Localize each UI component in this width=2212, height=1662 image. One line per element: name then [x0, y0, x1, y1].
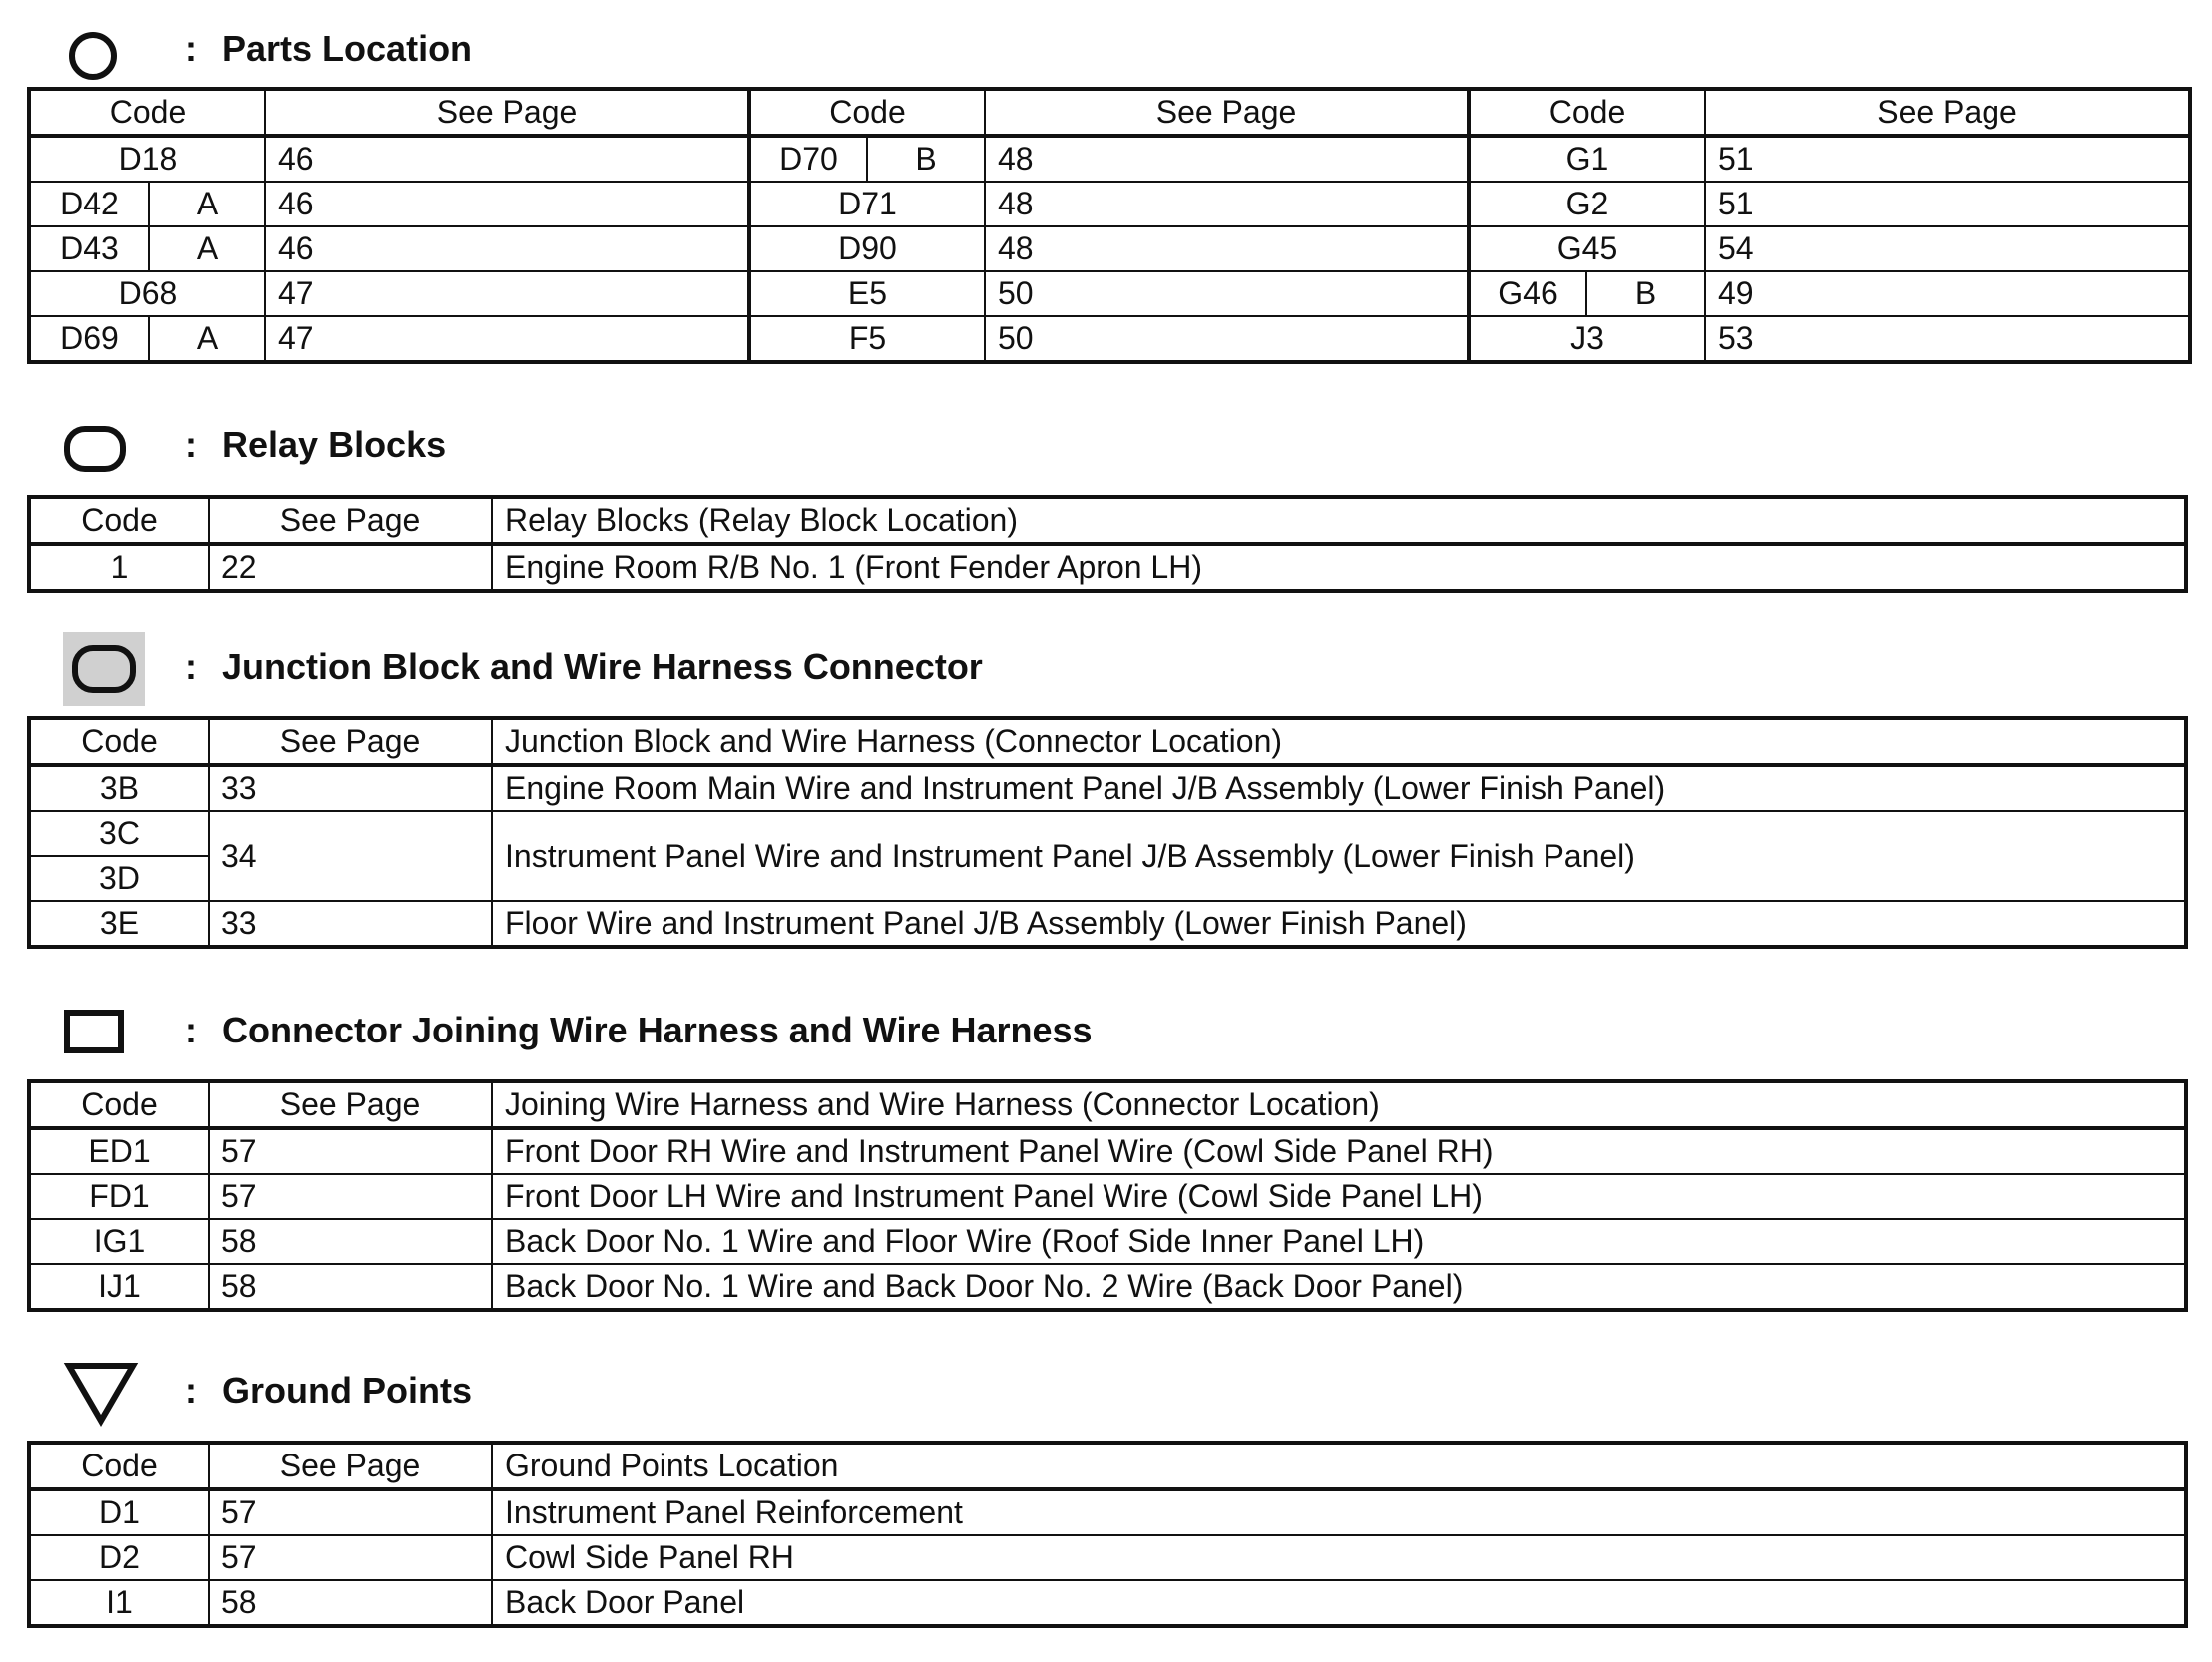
description-cell: Front Door RH Wire and Instrument Panel Wire (Cowl Side Panel RH) — [492, 1128, 2186, 1174]
page-cell: 46 — [265, 182, 749, 226]
ground-points-table — [27, 1441, 2188, 1628]
description-cell: Floor Wire and Instrument Panel J/B Assembly (Lower Finish Panel) — [492, 901, 2186, 947]
code-cell: D68 — [29, 271, 265, 316]
junction-block-table — [27, 716, 2188, 949]
description-cell: Back Door No. 1 Wire and Back Door No. 2 Wire (Back Door Panel) — [492, 1264, 2186, 1310]
page-cell: 58 — [209, 1219, 492, 1264]
description-cell: Instrument Panel Wire and Instrument Panel J/B Assembly (Lower Finish Panel) — [492, 811, 2186, 901]
code-cell: G1 — [1469, 136, 1705, 182]
code-cell: G45 — [1469, 226, 1705, 271]
parts-location-heading — [27, 12, 2188, 88]
page-cell: 48 — [985, 226, 1469, 271]
code-cell: FD1 — [29, 1174, 209, 1219]
table-row — [29, 316, 2190, 362]
page-cell: 46 — [265, 226, 749, 271]
code-cell: I1 — [29, 1580, 209, 1626]
table-row — [29, 1535, 2186, 1580]
column-header: Joining Wire Harness and Wire Harness (Connector Location) — [492, 1081, 2186, 1128]
ground-points-heading — [27, 1357, 2188, 1433]
code-cell: G46 — [1469, 271, 1586, 316]
column-header: Code — [1469, 89, 1705, 136]
code-cell: IG1 — [29, 1219, 209, 1264]
connector-sub-cell: B — [1586, 271, 1705, 316]
code-cell: F5 — [749, 316, 985, 362]
heading-colon: : — [185, 1370, 197, 1411]
page-cell: 33 — [209, 901, 492, 947]
page-cell: 57 — [209, 1174, 492, 1219]
page-cell: 49 — [1705, 271, 2190, 316]
code-cell: J3 — [1469, 316, 1705, 362]
code-cell: D42 — [29, 182, 149, 226]
table-row — [29, 1219, 2186, 1264]
connector-sub-cell: A — [149, 182, 265, 226]
table-header-row — [29, 718, 2186, 765]
code-cell: 3B — [29, 765, 209, 811]
description-cell: Cowl Side Panel RH — [492, 1535, 2186, 1580]
table-row — [29, 182, 2190, 226]
column-header: See Page — [209, 718, 492, 765]
table-row — [29, 1489, 2186, 1535]
table-row — [29, 544, 2186, 591]
code-cell: 3D — [29, 856, 209, 901]
connector-joining-table — [27, 1079, 2188, 1312]
page-cell: 51 — [1705, 182, 2190, 226]
column-header: Relay Blocks (Relay Block Location) — [492, 497, 2186, 544]
column-header: Code — [29, 1443, 209, 1489]
junction-block-heading — [27, 630, 2188, 706]
rounded-rectangle-icon — [63, 423, 129, 475]
description-cell: Back Door No. 1 Wire and Floor Wire (Roof Side Inner Panel LH) — [492, 1219, 2186, 1264]
circle-icon — [63, 26, 123, 86]
table-header-row — [29, 1443, 2186, 1489]
column-header: Code — [29, 497, 209, 544]
column-header: Junction Block and Wire Harness (Connector Location) — [492, 718, 2186, 765]
table-header-row — [29, 1081, 2186, 1128]
heading-colon: : — [185, 1010, 197, 1050]
page-cell: 47 — [265, 271, 749, 316]
page-cell: 54 — [1705, 226, 2190, 271]
code-cell: G2 — [1469, 182, 1705, 226]
page-cell: 50 — [985, 316, 1469, 362]
description-cell: Front Door LH Wire and Instrument Panel Wire (Cowl Side Panel LH) — [492, 1174, 2186, 1219]
code-cell: D90 — [749, 226, 985, 271]
description-cell: Engine Room Main Wire and Instrument Panel J/B Assembly (Lower Finish Panel) — [492, 765, 2186, 811]
description-cell: Engine Room R/B No. 1 (Front Fender Apron LH) — [492, 544, 2186, 591]
heading-colon: : — [185, 646, 197, 687]
table-row — [29, 1174, 2186, 1219]
connector-joining-heading — [27, 998, 2188, 1073]
page-cell: 51 — [1705, 136, 2190, 182]
code-cell: 3C — [29, 811, 209, 856]
section-title: Connector Joining Wire Harness and Wire Harness — [222, 1010, 1093, 1050]
section-title: Parts Location — [222, 28, 473, 69]
description-cell: Back Door Panel — [492, 1580, 2186, 1626]
down-triangle-icon — [63, 1361, 139, 1427]
page-cell: 50 — [985, 271, 1469, 316]
page-cell: 34 — [209, 811, 492, 901]
code-cell: D69 — [29, 316, 149, 362]
section-title: Relay Blocks — [222, 424, 447, 465]
connector-sub-cell: B — [867, 136, 985, 182]
column-header: See Page — [1705, 89, 2190, 136]
connector-sub-cell: A — [149, 226, 265, 271]
description-cell: Instrument Panel Reinforcement — [492, 1489, 2186, 1535]
table-row — [29, 1580, 2186, 1626]
column-header: Code — [29, 718, 209, 765]
heading-colon: : — [185, 424, 197, 465]
table-row — [29, 226, 2190, 271]
page-cell: 58 — [209, 1580, 492, 1626]
section-title: Ground Points — [222, 1370, 472, 1411]
column-header: See Page — [209, 497, 492, 544]
column-header: See Page — [209, 1081, 492, 1128]
column-header: Code — [29, 89, 265, 136]
relay-blocks-table — [27, 495, 2188, 593]
page-cell: 53 — [1705, 316, 2190, 362]
page-cell: 46 — [265, 136, 749, 182]
page-cell: 57 — [209, 1535, 492, 1580]
code-cell: D43 — [29, 226, 149, 271]
page-cell: 33 — [209, 765, 492, 811]
section-title: Junction Block and Wire Harness Connector — [222, 646, 983, 687]
rectangle-icon — [63, 1008, 127, 1057]
page-cell: 58 — [209, 1264, 492, 1310]
heading-colon: : — [185, 28, 197, 69]
code-cell: E5 — [749, 271, 985, 316]
code-cell: D2 — [29, 1535, 209, 1580]
table-row — [29, 136, 2190, 182]
table-row — [29, 901, 2186, 947]
shaded-rounded-rectangle-icon — [63, 632, 145, 706]
column-header: Code — [29, 1081, 209, 1128]
column-header: Code — [749, 89, 985, 136]
code-cell: IJ1 — [29, 1264, 209, 1310]
table-row — [29, 271, 2190, 316]
page-cell: 47 — [265, 316, 749, 362]
table-header-row — [29, 497, 2186, 544]
page-cell: 22 — [209, 544, 492, 591]
table-row — [29, 1264, 2186, 1310]
page-cell: 57 — [209, 1128, 492, 1174]
code-cell: D70 — [749, 136, 867, 182]
code-cell: 3E — [29, 901, 209, 947]
connector-sub-cell: A — [149, 316, 265, 362]
code-cell: 1 — [29, 544, 209, 591]
code-cell: D1 — [29, 1489, 209, 1535]
column-header: See Page — [985, 89, 1469, 136]
page-cell: 48 — [985, 136, 1469, 182]
relay-blocks-heading — [27, 411, 2188, 487]
code-cell: D18 — [29, 136, 265, 182]
column-header: See Page — [265, 89, 749, 136]
code-cell: D71 — [749, 182, 985, 226]
page-cell: 48 — [985, 182, 1469, 226]
code-cell: ED1 — [29, 1128, 209, 1174]
table-row — [29, 1128, 2186, 1174]
page-cell: 57 — [209, 1489, 492, 1535]
table-header-row — [29, 89, 2190, 136]
table-row — [29, 811, 2186, 856]
parts-location-table — [27, 87, 2192, 364]
column-header: Ground Points Location — [492, 1443, 2186, 1489]
column-header: See Page — [209, 1443, 492, 1489]
table-row — [29, 765, 2186, 811]
